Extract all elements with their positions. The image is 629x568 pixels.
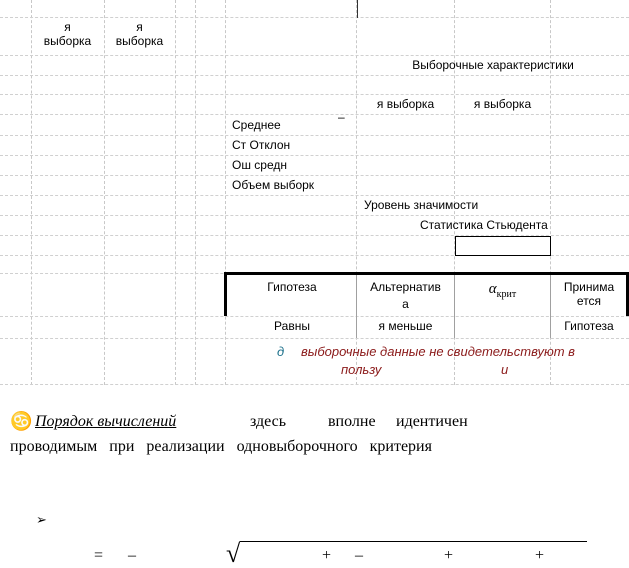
student-statistic-cell[interactable] <box>455 236 551 256</box>
gridline <box>104 0 105 385</box>
formula-minus: – <box>128 547 136 564</box>
header-alternative: Альтернатив а <box>370 280 441 311</box>
cell-hypothesis-value: Равны <box>274 319 310 333</box>
conclusion-line-2-right: и <box>501 362 509 377</box>
paragraph-line-2: проводимым при реализации одновыборочного критерия <box>10 438 432 455</box>
gridline <box>31 0 32 385</box>
gridline <box>0 316 629 317</box>
arrow-bullet-icon: ➢ <box>36 513 47 528</box>
gridline <box>0 195 629 196</box>
sqrt-icon: √ <box>226 539 241 568</box>
row-label-mean: Среднее <box>232 118 281 132</box>
gridline <box>0 55 629 56</box>
column-header-sample-1: я выборка <box>376 97 435 111</box>
sentence-word-3: идентичен <box>396 413 468 430</box>
gridline <box>0 114 629 115</box>
gridline <box>175 0 176 385</box>
gridline <box>0 135 629 136</box>
conclusion-line-2-left: пользу <box>341 362 382 377</box>
cancer-glyph-icon: ♋ <box>10 411 33 431</box>
gridline <box>0 94 629 95</box>
sqrt-overline <box>240 541 587 542</box>
column-separator <box>357 0 358 18</box>
student-statistic-label: Статистика Стьюдента <box>420 218 548 232</box>
row-label-sample-size: Объем выборк <box>232 178 315 192</box>
formula-plus: + <box>444 547 454 564</box>
sentence-word-2: вполне <box>328 413 376 430</box>
conclusion-prefix: д <box>277 344 285 359</box>
gridline <box>0 75 629 76</box>
row-label-stdev: Ст Отклон <box>232 138 291 152</box>
table-border-left <box>224 272 227 316</box>
dash-mark: – <box>338 110 345 124</box>
column-header-sample-2: я выборка <box>473 97 532 111</box>
sample-header-1: я выборка <box>43 20 92 48</box>
header-accepted: Принима ется <box>563 280 615 308</box>
gridline <box>0 175 629 176</box>
gridline <box>0 215 629 216</box>
row-label-stderr: Ош средн <box>232 158 288 172</box>
cell-alternative-value: я меньше <box>378 319 433 333</box>
section-title: Выборочные характеристики <box>412 58 574 72</box>
conclusion-line-1: выборочные данные не свидетельствуют в <box>301 344 575 359</box>
header-hypothesis: Гипотеза <box>267 280 317 294</box>
gridline <box>225 0 226 385</box>
gridline <box>195 0 196 385</box>
formula-plus: + <box>322 547 332 564</box>
formula-minus: – <box>355 547 363 564</box>
formula-plus: + <box>535 547 545 564</box>
cell-accepted-value: Гипотеза <box>564 319 614 333</box>
header-alpha-critical: $\alpha_{крит}$ <box>488 281 517 300</box>
gridline <box>0 17 629 18</box>
formula-equals: = <box>94 547 104 564</box>
gridline <box>0 155 629 156</box>
table-border-top <box>224 272 629 275</box>
sentence-word-1: здесь <box>250 413 287 430</box>
gridline <box>0 384 629 385</box>
sample-header-2: я выборка <box>115 20 164 48</box>
gridline <box>0 338 629 339</box>
significance-label: Уровень значимости <box>364 198 479 212</box>
heading-link[interactable]: Порядок вычислений <box>35 413 177 430</box>
